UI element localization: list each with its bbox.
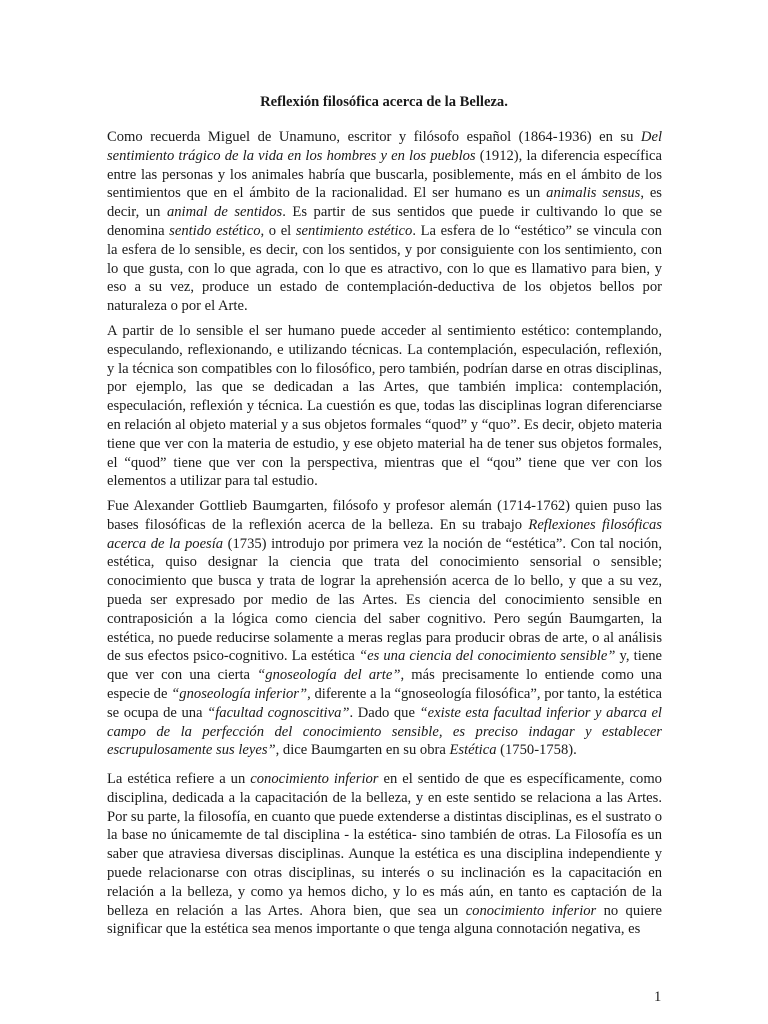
text-run: . Es partir de sus sentidos que puede ir cultivando lo que se denomina <box>107 204 662 239</box>
text-run: A partir de lo sensible el ser humano puede acceder al sentimiento estético: contemplando, especulando, reflexionando, e utilizando técnicas. La contemplación, especulación, reflexión, y la técnica son compatibles con lo filosófico, pero también, podrían darse en otras disciplinas, por ejemplo, las que se dedicadan a las Artes, que también implica: contemplación, especulación, reflexión y técnica. La cuestión es que, todas las disciplinas logran diferenciarse en relación al objeto material y a sus objetos formales “quod” y “quo”. Es decir, objeto materia tiene que ver con la materia de estudio, y ese objeto material ha de tener sus objetos formales, el “quod” tiene que ver con la perspectiva, mientras que el “qou” tiene que ver con los elementos a utilizar para tal estudio. <box>107 323 662 490</box>
text-run: . La esfera de lo “estético” se vincula con la esfera de lo sensible, es decir, con los sentidos, y por consiguiente con los sentimiento, con lo que gusta, con lo que agrada, con lo que es atractivo, con lo que es llamativo para bien, y eso a su vez, produce un estado de contemplación-deductiva de los objetos bellos por naturaleza o por el Arte. <box>107 222 662 315</box>
text-run: Como recuerda Miguel de Unamuno, escritor y filósofo español (1864-1936) en su <box>107 129 641 145</box>
text-run: , diferente a la “gnoseología filosófica”, por tanto, la estética se ocupa de una <box>107 685 662 721</box>
italic-text: animal de sentidos <box>166 204 283 221</box>
italic-text: Reflexiones filosóficas acerca de la poesía <box>107 516 662 552</box>
page-number: 1 <box>654 989 662 1005</box>
paragraph-1 <box>107 128 662 316</box>
text-run: y, tiene que ver con una cierta <box>107 648 663 684</box>
text-run: . Dado que <box>349 704 420 721</box>
italic-text: “gnoseología del arte” <box>257 667 401 684</box>
text-run: en el sentido de que es específicamente, como disciplina, dedicada a la capacitación de la belleza, y en este sentido se relaciona a las Artes. Por su parte, la filosofía, en cuanto que puede extenderse a distintas disciplinas, es el sustrato o la base no únicamemte de tal disciplina - la estética- sino también de otras. La Filosofía es un saber que atraviesa diversas disciplinas. Aunque la estética es una disciplina independiente y puede relacionarse con otras disciplinas, su interés o su inclinación es la capacitación en relación a la belleza, y como ya hemos dicho, y lo es más aún, en tanto es captación de la belleza en relación a las Artes. Ahora bien, que sea un <box>107 771 662 919</box>
italic-text: Estética <box>449 742 497 759</box>
text-run: (1912), la diferencia específica entre las personas y los animales habría que buscarla, posiblemente, más en el ámbito de los sentimientos que en el ámbito de la racionalidad. El ser humano es un <box>107 147 662 202</box>
italic-text: Del sentimiento trágico de la vida en los hombres y en los pueblos <box>107 129 662 164</box>
italic-text: conocimiento inferior <box>250 771 379 787</box>
paragraph-3 <box>107 497 662 760</box>
text-run: (1750-1758). <box>496 742 577 759</box>
document-title: Reflexión filosófica acerca de la Belleza. <box>260 94 508 110</box>
italic-text: animalis sensus <box>546 185 641 202</box>
paragraph-2 <box>107 322 662 491</box>
text-run: La estética refiere a un <box>107 771 251 787</box>
text-run: Fue Alexander Gottlieb Baumgarten, filósofo y profesor alemán (1714-1762) quien puso las bases filosóficas de la reflexión acerca de la belleza. En su trabajo <box>107 498 662 533</box>
italic-text: sentimiento estético <box>295 222 413 239</box>
text-run: , más precisamente lo entiende como una especie de <box>107 667 662 702</box>
italic-text: sentido estético <box>169 222 261 239</box>
italic-text: “es una ciencia del conocimiento sensible” <box>359 648 616 665</box>
text-run: , es decir, un <box>107 185 662 221</box>
italic-text: “existe esta facultad inferior y abarca el campo de la perfección del conocimiento sensible, es preciso indagar y establecer escrupulosamente sus leyes” <box>107 704 662 759</box>
text-run: , dice Baumgarten en su obra <box>275 742 450 759</box>
text-run: , o el <box>260 222 296 239</box>
italic-text: “gnoseología inferior” <box>171 685 308 702</box>
paragraph-4 <box>107 770 662 939</box>
text-run: (1735) introdujo por primera vez la noción de “estética”. Con tal noción, estética, quiso designar la ciencia que trata del conocimiento sensorial o sensible; conocimiento que busca y trata de lograr la aprehensión acerca de lo bello, y que a su vez, pueda ser expresado por medio de las Artes. Es ciencia del conocimiento sensible en contraposición a la lógica como ciencia del saber cognitivo. Pero según Baumgarten, la estética, no puede reducirse solamente a meras reglas para producir obras de arte, o al análisis de sus efectos psico-cognitivo. La estética <box>107 535 662 665</box>
italic-text: conocimiento inferior <box>465 902 597 919</box>
italic-text: “facultad cognoscitiva” <box>207 704 350 721</box>
text-run: no quiere significar que la estética sea menos importante o que tenga alguna connotación negativa, es <box>107 902 662 938</box>
